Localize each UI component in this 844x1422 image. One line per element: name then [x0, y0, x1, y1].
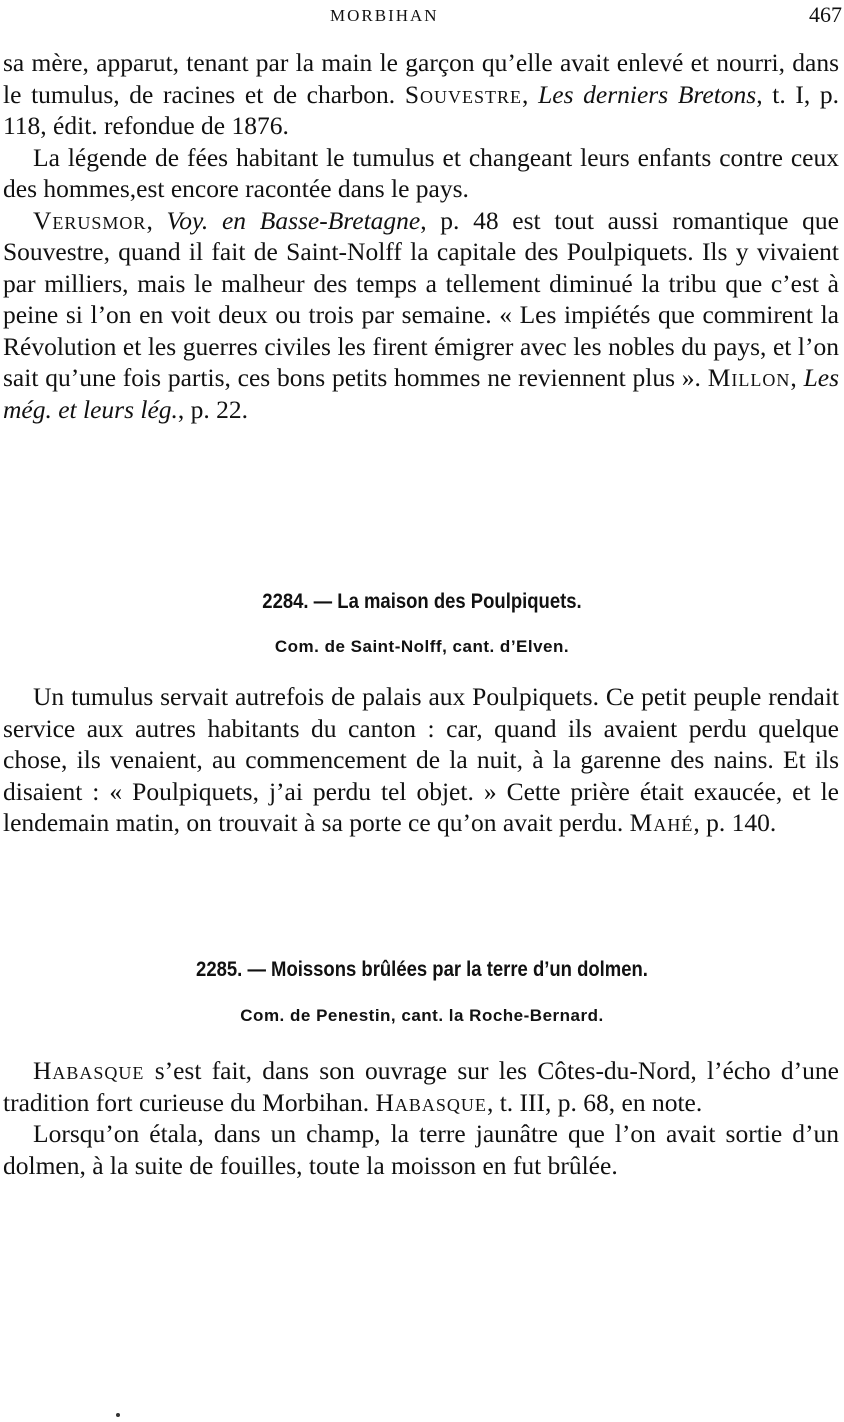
work-title: Les derniers Bretons	[538, 79, 757, 109]
paragraph	[3, 205, 839, 426]
text-block-2285	[3, 1055, 839, 1181]
text-run	[208, 206, 222, 235]
text-run: Un tumulus servait autrefois de palais aux Poulpiquets. Ce petit peuple rendait service aux autres habitants du canton : car, quand ils avaient perdu quelque chose, ils venaient, au commencement de la nuit, à la garenne des nains. Et ils disaient : « Poulpiquets, j’ai perdu tel objet. » Cette prière était exaucée, et le lendemain matin, on trouvait à sa porte ce qu’on avait perdu.	[3, 682, 839, 837]
text-run: ,	[790, 363, 804, 392]
text-run: sa mère, apparut, tenant par la main le garçon qu’elle avait enlevé et nourri, dans le tumulus, de racines et de charbon.	[3, 48, 839, 109]
section-subtitle-2285: Com. de Penestin, cant. la Roche-Bernard.	[240, 1006, 604, 1025]
text-run: , t. III, p. 68, en note.	[486, 1087, 703, 1117]
author-name: Verusmor	[33, 205, 147, 235]
text-run: , p. 48 est tout aussi romantique que Souvestre, quand il fait de Saint-Nolff la capitale des Poulpiquets. Ils y vivaient par milliers, mais le malheur des temps a tellement diminué la tribu que c’est à peine si l’on en voit deux ou trois par semaine. « Les impiétés que commirent la Révolution et les guerres civiles les firent émigrer avec les nobles du pays, et l’on sait qu’une fois partis, ces bons petits hommes ne reviennent plus ».	[3, 205, 839, 392]
text-run: , t. I, p. 118, édit. refondue de 1876.	[3, 79, 840, 140]
work-title: Les még. et leurs lég.	[3, 363, 839, 424]
paragraph	[3, 47, 839, 142]
section-subtitle-2284: Com. de Saint-Nolff, cant. d’Elven.	[274, 637, 570, 656]
author-name: Millon	[707, 363, 791, 392]
author-name: Habasque	[33, 1056, 145, 1085]
paragraph	[3, 681, 839, 839]
text-run: , p. 22.	[177, 394, 249, 424]
section-title-2284: 2284. — La maison des Poulpiquets.	[262, 590, 582, 613]
text-block-2284	[3, 681, 839, 839]
paragraph: Lorsqu’on étala, dans un champ, la terre jaunâtre que l’on avait sortie d’un dolmen, à la suite de fouilles, toute la moisson en fut brûlée.	[3, 1119, 839, 1180]
paragraph	[3, 1055, 839, 1118]
work-title: Voy.	[166, 205, 209, 235]
author-name: Souvestre	[404, 79, 523, 109]
section-title-2285: 2285. — Moissons brûlées par la terre d’un dolmen.	[196, 958, 648, 981]
author-name: Habasque	[375, 1087, 487, 1117]
page-number: 467	[809, 2, 842, 27]
text-block-continuation	[3, 47, 839, 425]
paragraph: La légende de fées habitant le tumulus et changeant leurs enfants contre ceux des hommes,est encore racontée dans le pays.	[3, 142, 839, 203]
work-title: en Basse-Bretagne	[221, 205, 421, 235]
running-head	[0, 2, 844, 32]
text-run: s’est fait, dans son ouvrage sur les Côtes-du-Nord, l’écho d’une tradition fort curieuse du Morbihan.	[3, 1056, 839, 1117]
footer-mark	[116, 1413, 120, 1417]
text-run: ,	[146, 205, 167, 235]
text-run: ,	[522, 79, 539, 109]
text-run: , p. 140.	[693, 808, 777, 837]
running-title: MORBIHAN	[330, 6, 439, 25]
author-name: Mahé	[629, 808, 694, 837]
